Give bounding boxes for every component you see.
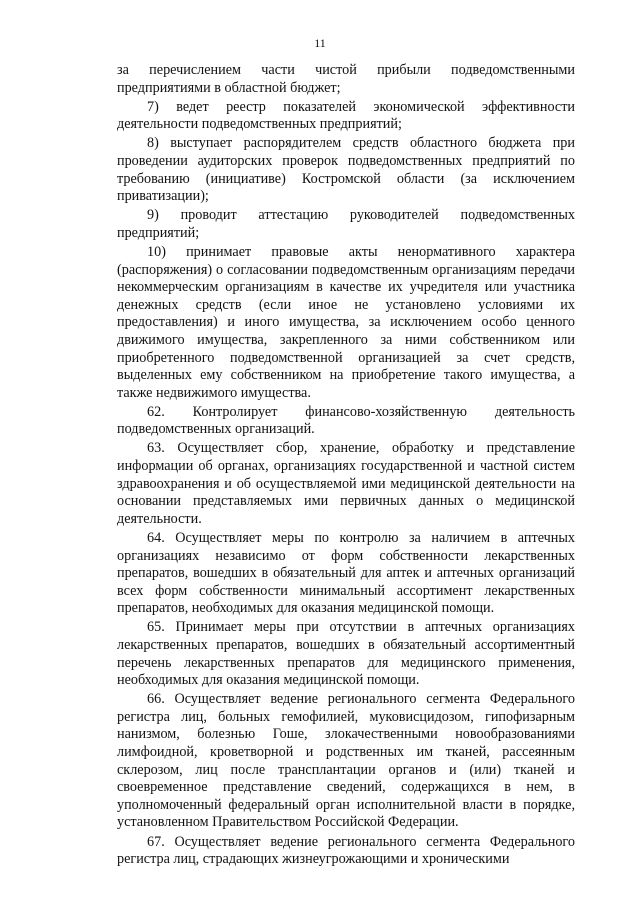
page-number: 11 <box>314 36 326 50</box>
paragraph: 66. Осуществляет ведение регионального сегмента Федерального регистра лиц, больных гемофилией, муковисцидозом, гипофизарным нанизмом, болезнью Гоше, злокачественными новообразованиями лимфоидной, кроветворной и родственных им тканей, рассеянным склерозом, лиц после трансплантации органов и (или) тканей и своевременное представление сведений, содержащихся в нем, в уполномоченный федеральный орган исполнительной власти в порядке, установленном Правительством Российской Федерации. <box>117 691 575 831</box>
paragraph: 62. Контролирует финансово-хозяйственную деятельность подведомственных организаций. <box>117 403 575 438</box>
paragraph: за перечислением части чистой прибыли подведомственными предприятиями в областной бюджет; <box>117 62 575 96</box>
paragraph: 64. Осуществляет меры по контролю за наличием в аптечных организациях независимо от форм собственности лекарственных препаратов, вошедших в обязательный для аптек и аптечных организаций всех форм собственности минимальный ассортимент лекарственных препаратов, необходимых для оказания медицинской помощи. <box>117 529 575 617</box>
document-body <box>117 62 575 870</box>
paragraph: 63. Осуществляет сбор, хранение, обработку и представление информации об органах, организациях государственной и частной систем здравоохранения и об осуществляемой ими медицинской деятельности на основании представляемых ими первичных данных о медицинской деятельности. <box>117 440 575 527</box>
paragraph: 7) ведет реестр показателей экономической эффективности деятельности подведомственных предприятий; <box>117 98 575 133</box>
paragraph: 67. Осуществляет ведение регионального сегмента Федерального регистра лиц, страдающих жизнеугрожающими и хроническими <box>117 833 575 868</box>
paragraph: 10) принимает правовые акты ненормативного характера (распоряжения) о согласовании подведомственным организациям передачи некоммерческим организациям в качестве их учредителя или участника денежных средств (если иное не установлено условиями их предоставления) и иного имущества, за исключением особо ценного движимого имущества, закрепленного за ними собственником или приобретенного подведомственной организацией за счет средств, выделенных ему собственником на приобретение такого имущества, а также недвижимого имущества. <box>117 243 575 401</box>
paragraph: 9) проводит аттестацию руководителей подведомственных предприятий; <box>117 207 575 241</box>
paragraph: 65. Принимает меры при отсутствии в аптечных организациях лекарственных препаратов, вошедших в обязательный ассортиментный перечень лекарственных препаратов для медицинского применения, необходимых для оказания медицинской помощи. <box>117 619 575 689</box>
paragraph: 8) выступает распорядителем средств областного бюджета при проведении аудиторских проверок подведомственных предприятий по требованию (инициативе) Костромской области (за исключением приватизации); <box>117 135 575 205</box>
